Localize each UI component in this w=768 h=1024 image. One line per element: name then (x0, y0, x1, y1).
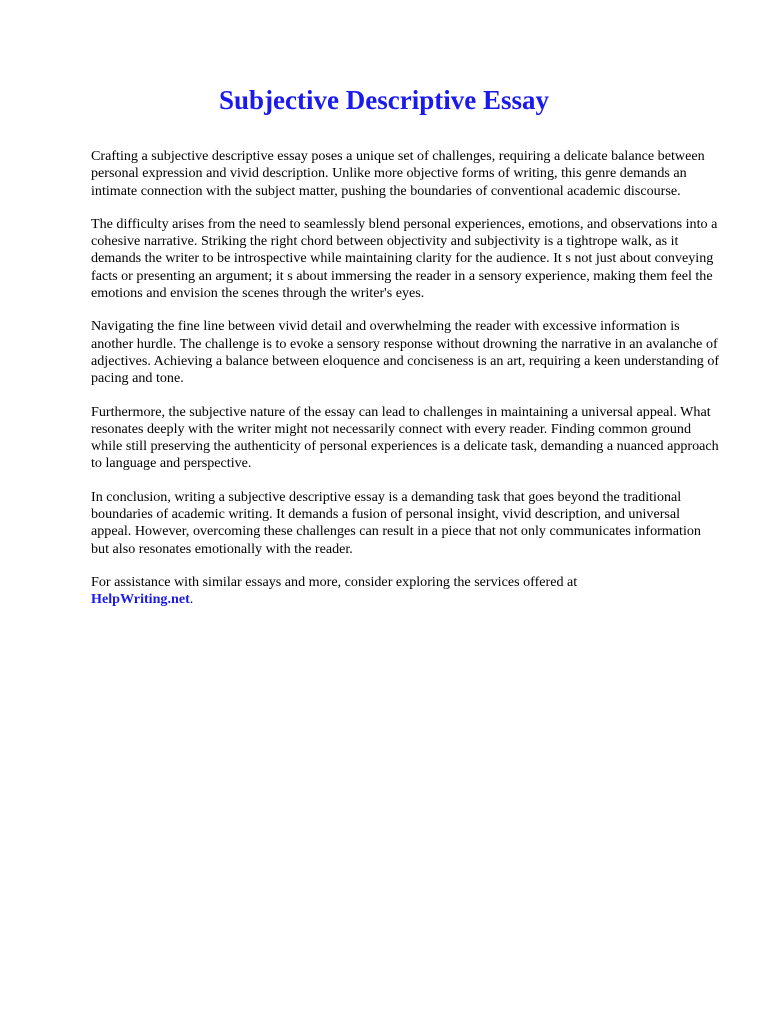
paragraph-3: Navigating the fine line between vivid detail and overwhelming the reader with excessive information is another hurdle. The challenge is to evoke a sensory response without drowning the narrative in an avalanche of adjectives. Achieving a balance between eloquence and conciseness is an art, requiring a keen understanding of pacing and tone. (91, 318, 720, 387)
closing-paragraph (91, 574, 721, 609)
paragraph-1: Crafting a subjective descriptive essay poses a unique set of challenges, requiring a delicate balance between personal expression and vivid description. Unlike more objective forms of writing, this genre demands an intimate connection with the subject matter, pushing the boundaries of conventional academic discourse. (91, 148, 705, 199)
closing-suffix: . (189, 591, 194, 608)
paragraph-2: The difficulty arises from the need to seamlessly blend personal experiences, emotions, and observations into a cohesive narrative. Striking the right chord between objectivity and subjectivity is a tightrope walk, as it demands the writer to be introspective while maintaining clarity for the audience. It s not just about conveying facts or presenting an argument; it s about immersing the reader in a sensory experience, making them feel the emotions and envision the scenes through the writer's eyes. (91, 215, 718, 302)
paragraph-4: Furthermore, the subjective nature of the essay can lead to challenges in maintaining a universal appeal. What resonates deeply with the writer might not necessarily connect with every reader. Finding common ground while still preserving the authenticity of personal experiences is a delicate task, demanding a nuanced approach to language and perspective. (91, 403, 719, 472)
page-title: Subjective Descriptive Essay (219, 85, 549, 115)
closing-text: For assistance with similar essays and more, consider exploring the services offered at (91, 573, 578, 590)
helpwriting-link[interactable]: HelpWriting.net (91, 591, 190, 608)
essay-body (91, 148, 721, 609)
paragraph-5: In conclusion, writing a subjective descriptive essay is a demanding task that goes beyond the traditional boundaries of academic writing. It demands a fusion of personal insight, vivid description, and universal appeal. However, overcoming these challenges can result in a piece that not only communicates information but also resonates emotionally with the reader. (91, 488, 701, 557)
